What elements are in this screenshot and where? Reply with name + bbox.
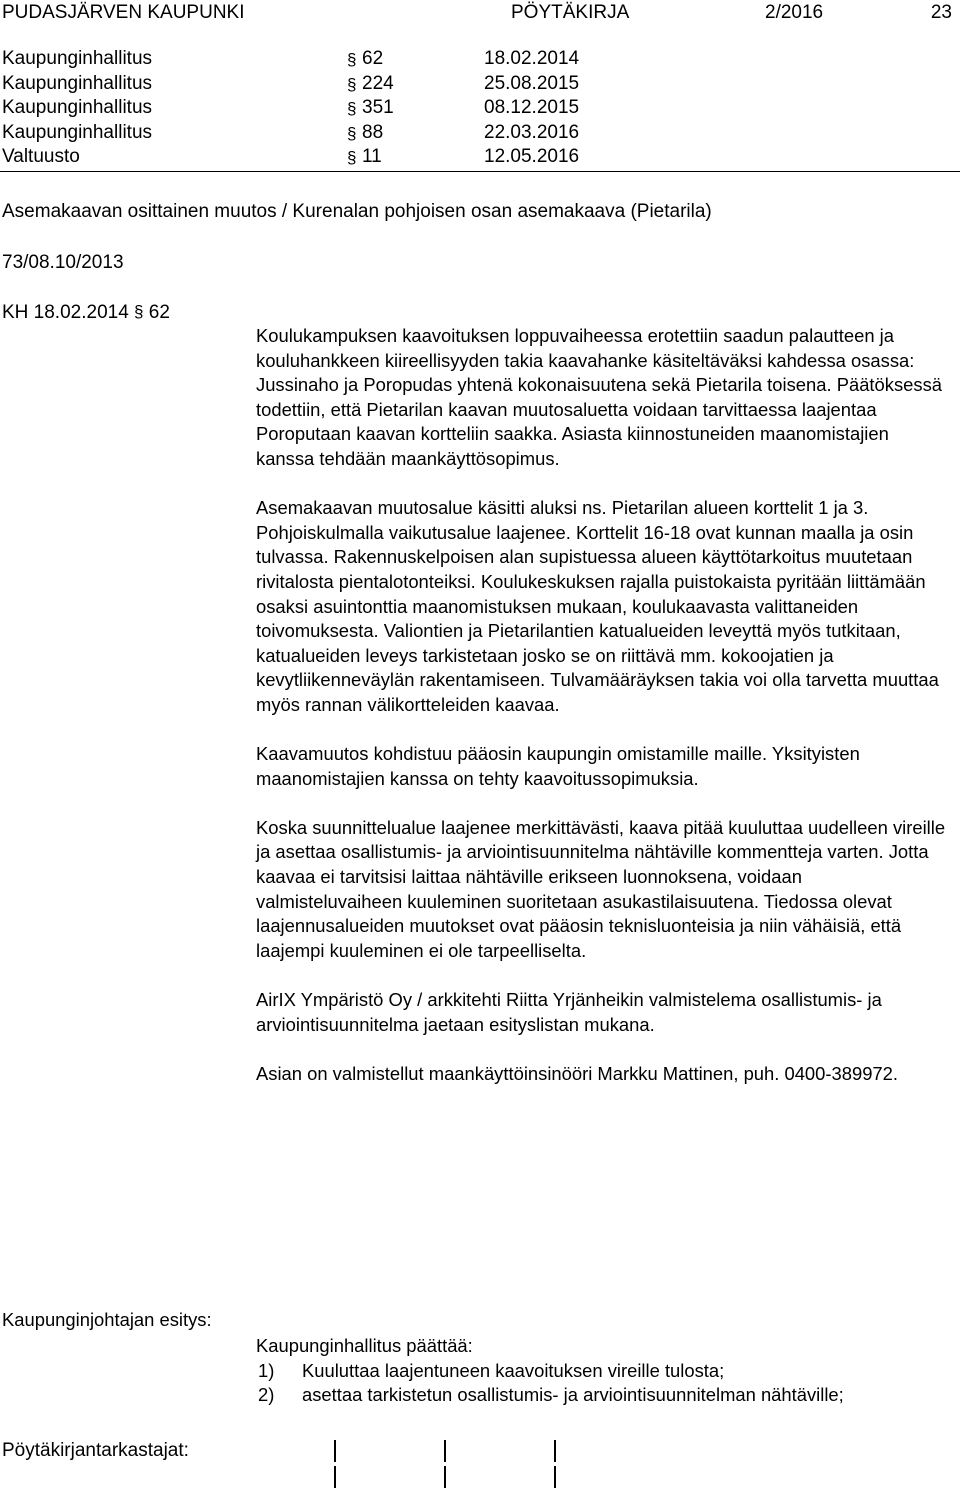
body-paragraph: Kaavamuutos kohdistuu pääosin kaupungin omistamille maille. Yksityisten maanomistajien kanssa on tehty kaavoitussopimuksia.	[256, 743, 860, 789]
history-row	[0, 48, 960, 73]
proposal-label: Kaupunginjohtajan esitys:	[2, 1309, 212, 1330]
history-section: 224	[362, 72, 394, 94]
proposal-item-number: 1)	[258, 1359, 275, 1381]
handling-history	[0, 48, 960, 171]
history-section: 351	[362, 97, 394, 119]
signature-divider	[334, 1466, 336, 1488]
history-section: 62	[362, 48, 384, 69]
section-sign-icon	[347, 124, 357, 142]
signature-divider	[554, 1440, 556, 1462]
matter-body	[256, 324, 946, 1111]
proposal-list	[256, 1359, 946, 1408]
section-sign-icon	[347, 50, 357, 68]
proposal-item-text: Kuuluttaa laajentuneen kaavoituksen vireille tulosta;	[302, 1359, 725, 1381]
page-number: 23	[930, 2, 952, 23]
proposal-block	[256, 1334, 946, 1408]
history-row	[0, 146, 960, 171]
meeting-reference	[2, 302, 170, 324]
document-type: PÖYTÄKIRJA	[511, 2, 630, 23]
body-paragraph: AirIX Ympäristö Oy / arkkitehti Riitta Yrjänheikin valmistelema osallistumis- ja arviointisuunnitelma jaetaan esityslistan mukana.	[256, 989, 882, 1035]
svg-text:§: §	[347, 50, 357, 68]
body-paragraph: Koulukampuksen kaavoituksen loppuvaiheessa erotettiin saadun palautteen ja kouluhankkeen kiireellisyyden takia kaavahanke käsiteltäväksi kahdessa osassa: Jussinaho ja Poropudas yhtenä kokonaisuutena sekä Pietarila toisena. Päätöksessä todettiin, että Pietarilan kaavan muutosaluetta voidaan tarvittaessa laajentaa Poroputaan kaavan kortteliin saakka. Asiasta kiinnostuneiden maanomistajien kanssa tehdään maankäyttösopimus.	[256, 325, 943, 469]
page-header	[0, 0, 960, 28]
history-body: Valtuusto	[2, 146, 80, 168]
body-paragraph: Asemakaavan muutosalue käsitti aluksi ns. Pietarilan alueen korttelit 1 ja 3. Pohjoiskulmalla vaikutusalue laajenee. Korttelit 16-18 ovat kunnan maalla ja osin tulvassa. Rakennuskelpoisen alan supistuessa alueen käyttötarkoitus muutetaan rivitalosta pientalotonteiksi. Koulukeskuksen rajalla puistokaista pyritään liittämään osaksi asuintonttia maanomistuksen mukaan, koulukaavasta valittaneiden toivomuksesta. Valiontien ja Pietarilantien katualueiden leveyttä myös tutkitaan, katualueiden leveys tarkistetaan josko se on riittävä mm. kokoojatien ja kevytliikenneväylän rakentamiseen. Tulvamääräyksen takia voi olla tarvetta muuttaa myös rannan välikortteleiden kaavaa.	[256, 497, 939, 715]
proposal-item-number: 2)	[258, 1384, 275, 1406]
history-date: 08.12.2015	[484, 97, 580, 119]
history-row	[0, 73, 960, 98]
signature-divider	[444, 1440, 446, 1462]
svg-text:§: §	[133, 302, 144, 320]
signature-divider	[334, 1440, 336, 1462]
section-sign-icon	[347, 75, 357, 93]
history-date: 22.03.2016	[484, 121, 580, 143]
proposal-item-text: asettaa tarkistetun osallistumis- ja arviointisuunnitelman nähtäville;	[302, 1384, 844, 1406]
matter-title: Asemakaavan osittainen muutos / Kurenalan pohjoisen osan asemakaava (Pietarila)	[2, 201, 712, 222]
svg-text:§: §	[347, 123, 357, 142]
history-body: Kaupunginhallitus	[2, 121, 153, 143]
section-sign-icon	[134, 302, 144, 320]
proposal-intro: Kaupunginhallitus päättää:	[256, 1335, 473, 1356]
history-section: 88	[362, 121, 384, 143]
history-row	[0, 97, 960, 122]
history-date: 25.08.2015	[484, 72, 580, 94]
history-section: 11	[362, 146, 382, 168]
meeting-prefix: KH 18.02.2014	[2, 302, 129, 323]
body-paragraph: Asian on valmistellut maankäyttöinsinööri Markku Mattinen, puh. 0400-389972.	[256, 1062, 898, 1084]
svg-text:§: §	[347, 148, 357, 167]
section-sign-icon	[347, 99, 357, 117]
history-date: 18.02.2014	[484, 48, 580, 69]
meeting-section: 62	[148, 302, 170, 323]
history-row	[0, 122, 960, 147]
svg-text:§: §	[347, 99, 357, 118]
section-sign-icon	[347, 148, 357, 166]
signature-divider	[554, 1466, 556, 1488]
document-number: 2/2016	[765, 2, 824, 23]
history-body: Kaupunginhallitus	[2, 72, 153, 94]
proposal-item	[256, 1359, 946, 1384]
svg-text:§: §	[347, 74, 357, 93]
history-divider	[0, 171, 960, 172]
history-date: 12.05.2016	[484, 146, 580, 168]
proposal-item	[256, 1383, 946, 1408]
minutes-checkers-label: Pöytäkirjantarkastajat:	[2, 1440, 189, 1461]
history-body: Kaupunginhallitus	[2, 48, 153, 69]
diary-number: 73/08.10/2013	[2, 252, 124, 273]
organization-name: PUDASJÄRVEN KAUPUNKI	[2, 2, 245, 23]
body-paragraph: Koska suunnittelualue laajenee merkittävästi, kaava pitää kuuluttaa uudelleen vireille ja asettaa osallistumis- ja arviointisuunnitelma nähtäville kommentteja varten. Jotta kaavaa ei tarvitsisi laittaa nähtäville erikseen luonnoksena, voidaan valmisteluvaiheen kuuleminen suoritetaan asukastilaisuutena. Tiedossa olevat laajennusalueiden muutokset ovat pääosin teknisluonteisia ja niin vähäisiä, että laajempi kuuleminen ei ole tarpeelliselta.	[256, 816, 946, 961]
history-body: Kaupunginhallitus	[2, 97, 153, 119]
signature-divider	[444, 1466, 446, 1488]
